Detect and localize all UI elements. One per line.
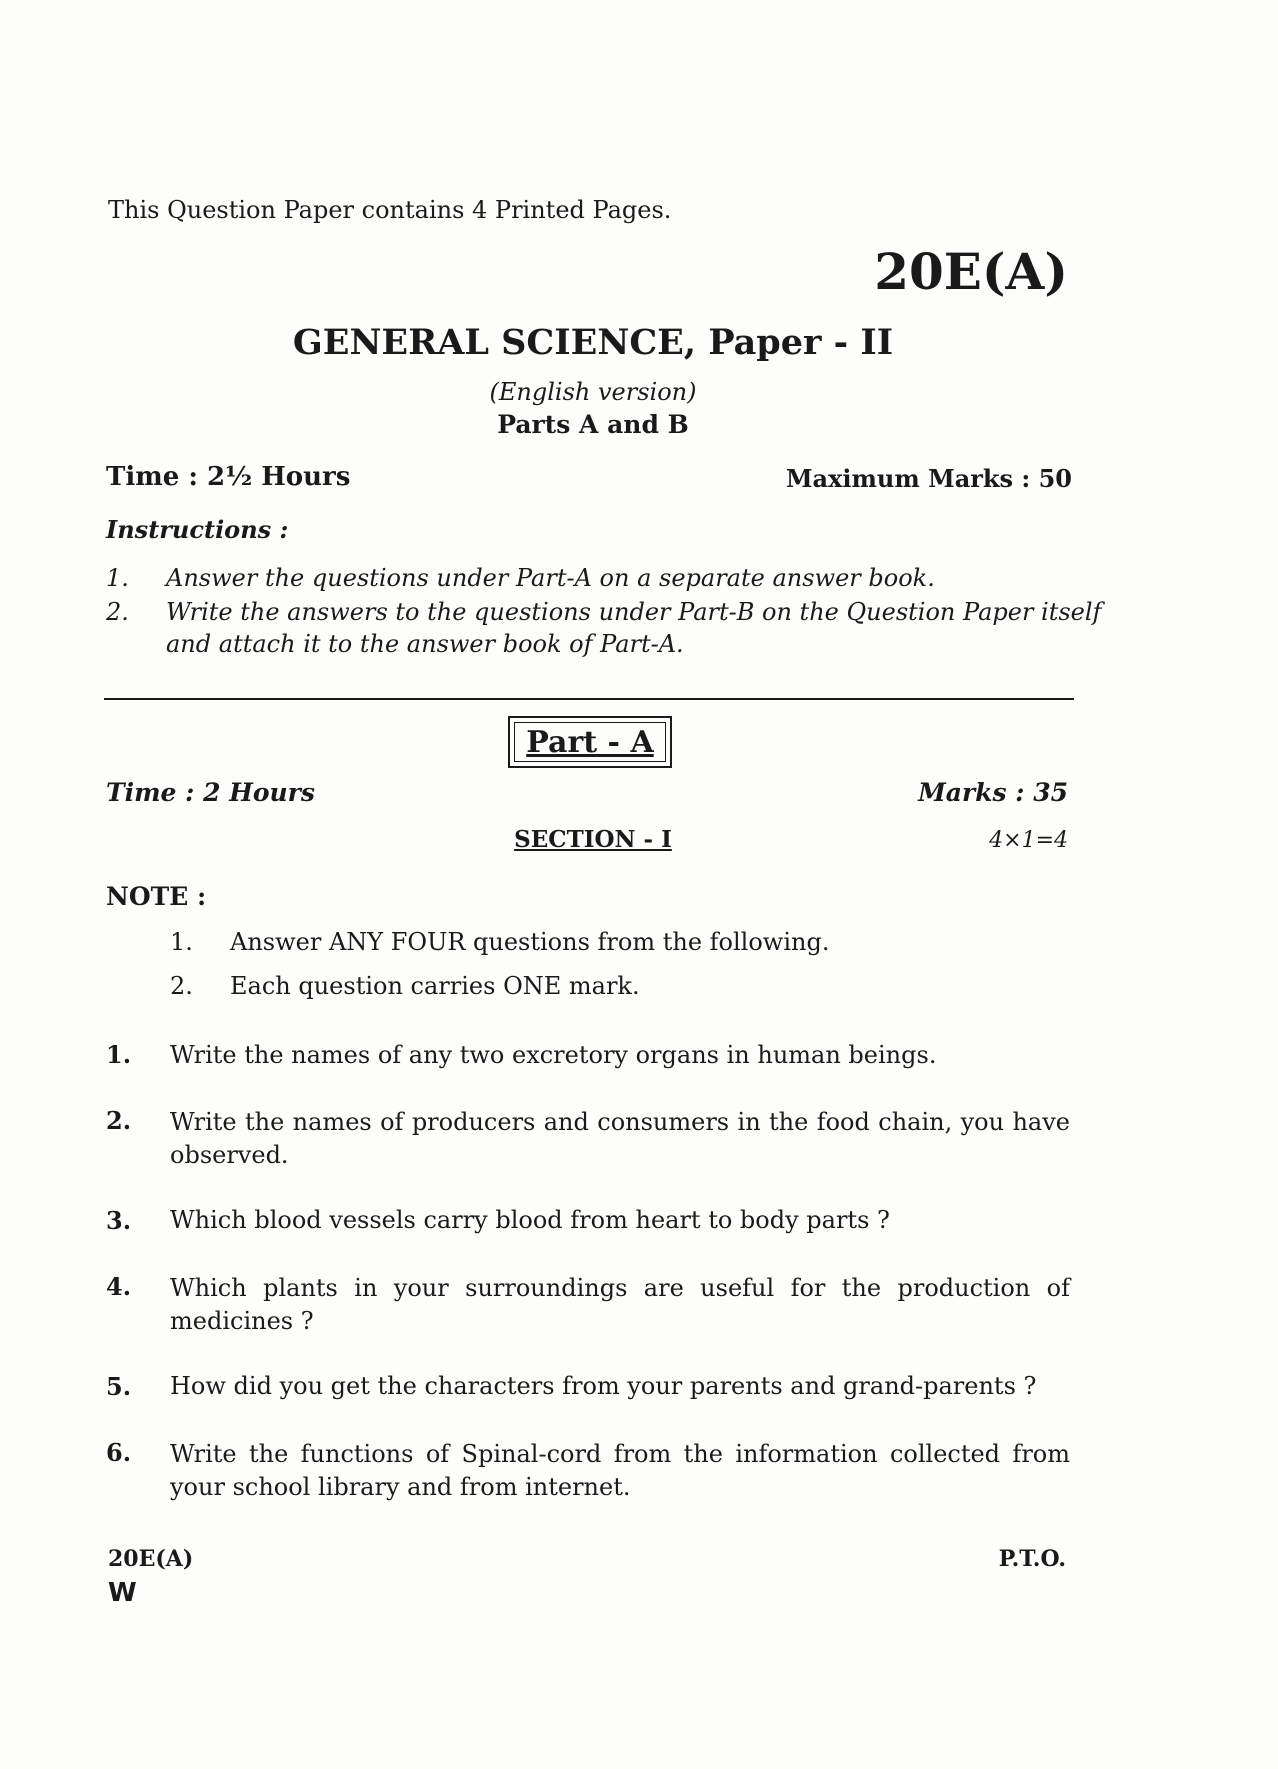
note-number: 2. — [170, 972, 193, 1000]
part-a-time: Time : 2 Hours — [106, 778, 315, 807]
question-number-label: 4. — [106, 1272, 132, 1301]
parts-label: Parts A and B — [497, 410, 689, 439]
question-number-label: 5. — [106, 1372, 132, 1401]
divider-line — [104, 698, 1074, 700]
question-text: Write the names of any two excretory organs in human beings. — [170, 1041, 937, 1069]
instruction-number: 1. — [106, 564, 129, 592]
part-a-marks: Marks : 35 — [918, 778, 1068, 807]
question-text: Write the functions of Spinal-cord from the information collected from your school library and from internet. — [170, 1440, 1070, 1501]
paper-code: 20E(A) — [874, 242, 1068, 301]
instruction-text: Write the answers to the questions under Part-B on the Question Paper itself — [166, 598, 1102, 626]
note-text: Answer ANY FOUR questions from the following. — [230, 928, 830, 956]
question-text: Which blood vessels carry blood from heart to body parts ? — [170, 1206, 890, 1234]
question-number-label: 2. — [106, 1106, 132, 1135]
language-version: (English version) — [489, 378, 697, 406]
question-number-label: 3. — [106, 1206, 132, 1235]
question-number — [106, 1106, 170, 1135]
section-heading: SECTION - I — [514, 826, 672, 853]
question-number — [106, 1272, 170, 1301]
question-number — [106, 1372, 170, 1401]
maximum-marks: Maximum Marks : 50 — [785, 464, 1072, 493]
instruction-item — [106, 564, 935, 592]
instructions-heading: Instructions : — [106, 515, 289, 544]
part-a-label: Part - A — [514, 722, 666, 762]
instruction-item — [106, 598, 1101, 626]
question-text: How did you get the characters from your parents and grand-parents ? — [170, 1372, 1037, 1400]
part-a-box — [508, 716, 672, 768]
instruction-number: 2. — [106, 598, 129, 626]
page-count-note: This Question Paper contains 4 Printed Pages. — [108, 196, 672, 224]
question-text: Which plants in your surroundings are useful for the production of medicines ? — [170, 1274, 1070, 1335]
footer-paper-code: 20E(A) — [108, 1546, 194, 1572]
note-number: 1. — [170, 928, 193, 956]
question-number: 1. — [106, 1040, 132, 1069]
note-text: Each question carries ONE mark. — [230, 972, 640, 1000]
question-number — [106, 1206, 170, 1235]
please-turn-over: P.T.O. — [998, 1546, 1066, 1572]
section-marks: 4×1=4 — [989, 828, 1068, 853]
instruction-text: Answer the questions under Part-A on a separate answer book. — [166, 564, 935, 592]
question-number-label: 6. — [106, 1438, 132, 1467]
instruction-continued: and attach it to the answer book of Part-A. — [166, 630, 684, 658]
note-item — [170, 972, 640, 1000]
footer-mark: W — [108, 1578, 137, 1608]
question-text: Write the names of producers and consumers in the food chain, you have observed. — [170, 1108, 1070, 1169]
question-item — [106, 1040, 936, 1069]
question-number — [106, 1438, 170, 1467]
note-heading: NOTE : — [106, 882, 207, 911]
paper-title: GENERAL SCIENCE, Paper - II — [292, 322, 894, 363]
total-time: Time : 2½ Hours — [106, 462, 351, 492]
note-item — [170, 928, 829, 956]
